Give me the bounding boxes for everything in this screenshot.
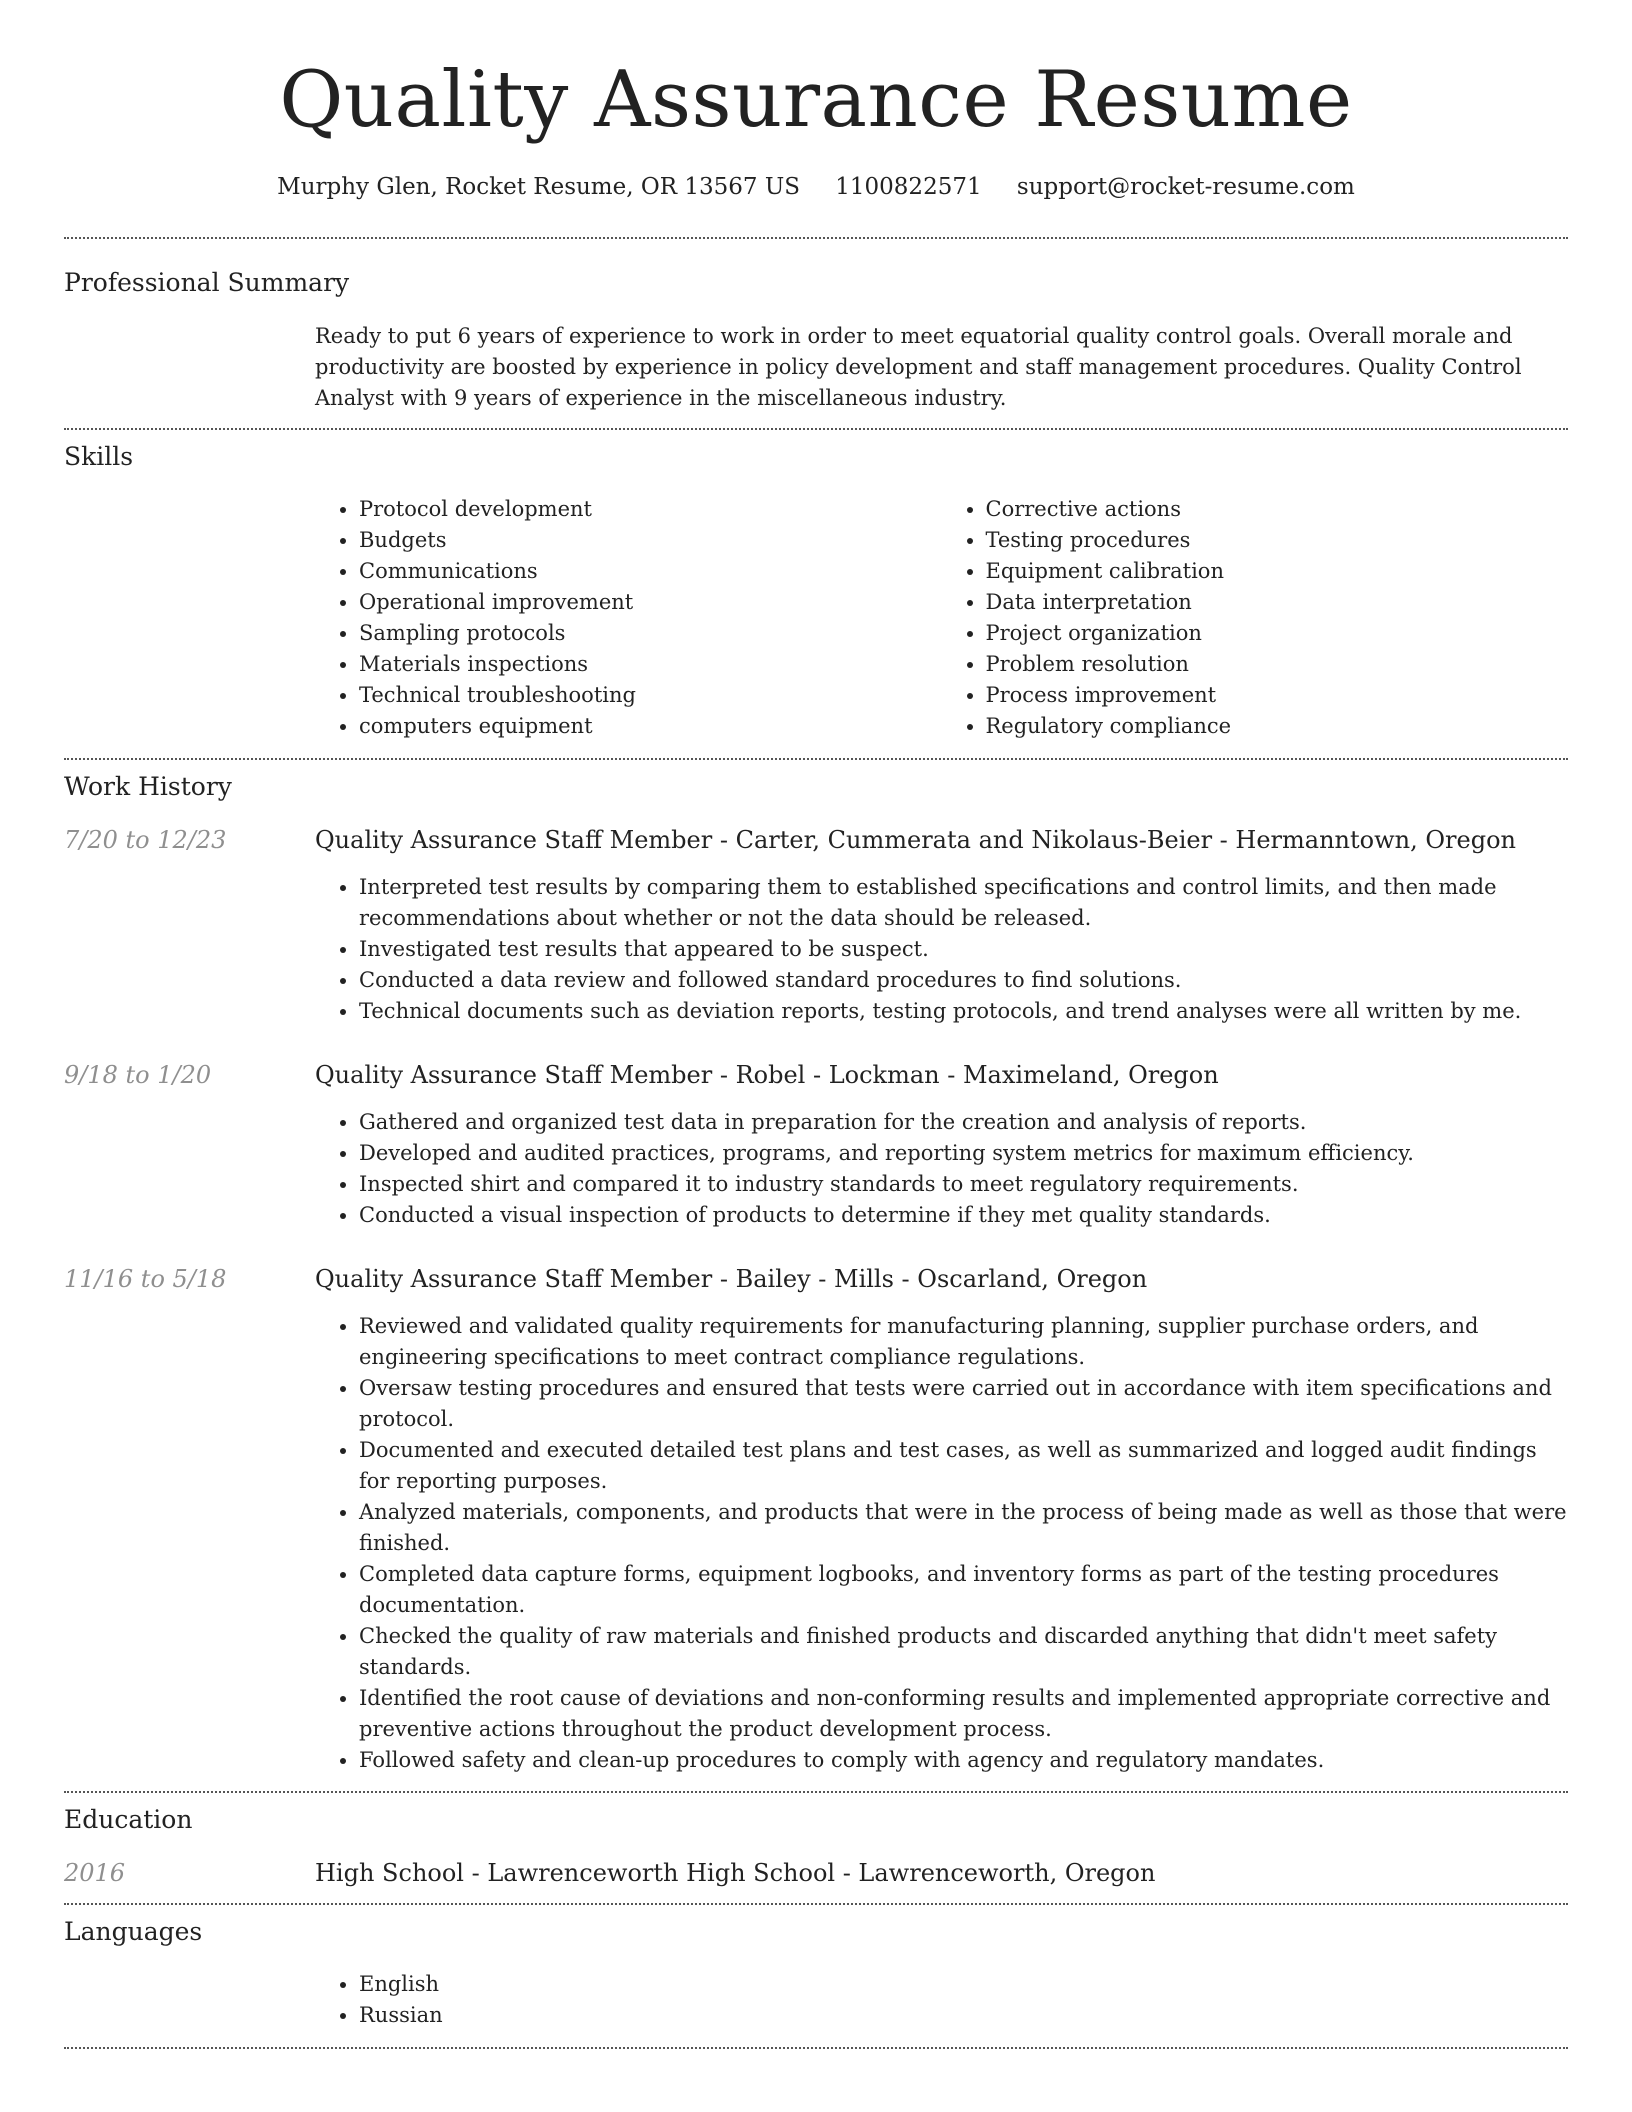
languages-list: [315, 1969, 1568, 2031]
skill-item: • Testing procedures: [986, 525, 1569, 556]
section-education: [64, 1793, 1568, 1889]
section-heading-languages: Languages: [64, 1917, 203, 1946]
education-entry: [64, 1857, 1568, 1889]
language-item: • English: [359, 1969, 1568, 2000]
skill-item: • Sampling protocols: [359, 618, 942, 649]
job-dates: 11/16 to 5/18: [64, 1265, 227, 1293]
skills-columns: [315, 494, 1568, 742]
resume-page: [64, 0, 1568, 2049]
skill-item: • Equipment calibration: [986, 556, 1569, 587]
skill-item: • computers equipment: [359, 711, 942, 742]
skill-item: • Technical troubleshooting: [359, 680, 942, 711]
skill-item: • Protocol development: [359, 494, 942, 525]
skill-item: • Budgets: [359, 525, 942, 556]
job-header: [64, 1059, 1568, 1091]
section-summary: [64, 239, 1568, 414]
job-entry: [64, 1263, 1568, 1776]
job-bullets: [315, 1311, 1568, 1776]
job-bullets: [315, 1107, 1568, 1231]
job-bullet: • Reviewed and validated quality requirements for manufacturing planning, supplier purchase orders, and engineering specifications to meet contract compliance regulations.: [359, 1311, 1568, 1373]
job-bullet: • Gathered and organized test data in preparation for the creation and analysis of reports.: [359, 1107, 1568, 1138]
skills-list-right: [942, 494, 1569, 742]
section-work-history: [64, 760, 1568, 1776]
skill-item: • Regulatory compliance: [986, 711, 1569, 742]
skill-item: • Operational improvement: [359, 587, 942, 618]
job-dates: 7/20 to 12/23: [64, 826, 227, 854]
skill-item: • Data interpretation: [986, 587, 1569, 618]
job-bullet: • Conducted a visual inspection of products to determine if they met quality standards.: [359, 1200, 1568, 1231]
skill-item: • Problem resolution: [986, 649, 1569, 680]
section-heading-education: Education: [64, 1805, 193, 1834]
job-entry: [64, 1059, 1568, 1231]
job-bullet: • Analyzed materials, components, and products that were in the process of being made as well as those that were finished.: [359, 1497, 1568, 1559]
job-bullet: • Checked the quality of raw materials and finished products and discarded anything that didn't meet safety standards.: [359, 1621, 1568, 1683]
job-header: [64, 824, 1568, 856]
skill-item: • Communications: [359, 556, 942, 587]
job-bullet: • Identified the root cause of deviations and non-conforming results and implemented appropriate corrective and preventive actions throughout the product development process.: [359, 1683, 1568, 1745]
education-year: 2016: [64, 1859, 126, 1887]
job-bullet: • Oversaw testing procedures and ensured that tests were carried out in accordance with item specifications and protocol.: [359, 1373, 1568, 1435]
section-heading-summary: Professional Summary: [64, 268, 350, 297]
job-bullet: • Inspected shirt and compared it to industry standards to meet regulatory requirements.: [359, 1169, 1568, 1200]
job-header: [64, 1263, 1568, 1295]
job-bullet: • Conducted a data review and followed standard procedures to find solutions.: [359, 965, 1568, 996]
contact-address: Murphy Glen, Rocket Resume, OR 13567 US: [277, 174, 800, 200]
job-bullet: • Documented and executed detailed test plans and test cases, as well as summarized and logged audit findings for reporting purposes.: [359, 1435, 1568, 1497]
contact-line: [64, 172, 1568, 202]
job-bullets: [315, 872, 1568, 1027]
job-bullet: • Investigated test results that appeared to be suspect.: [359, 934, 1568, 965]
skill-item: • Materials inspections: [359, 649, 942, 680]
contact-phone: 1100822571: [835, 174, 982, 200]
section-heading-work: Work History: [64, 772, 232, 801]
skill-item: • Corrective actions: [986, 494, 1569, 525]
section-skills: [64, 430, 1568, 742]
education-title: High School - Lawrenceworth High School - Lawrenceworth, Oregon: [315, 1859, 1156, 1887]
job-bullet: • Completed data capture forms, equipment logbooks, and inventory forms as part of the testing procedures documentation.: [359, 1559, 1568, 1621]
job-title: Quality Assurance Staff Member - Bailey - Mills - Oscarland, Oregon: [315, 1265, 1148, 1293]
job-title: Quality Assurance Staff Member - Robel - Lockman - Maximeland, Oregon: [315, 1061, 1219, 1089]
contact-email: support@rocket-resume.com: [1016, 174, 1355, 200]
skill-item: • Process improvement: [986, 680, 1569, 711]
language-item: • Russian: [359, 2000, 1568, 2031]
summary-text: Ready to put 6 years of experience to work in order to meet equatorial quality control goals. Overall morale and productivity are boosted by experience in policy development and staff management procedures. Quality Control Analyst with 9 years of experience in the miscellaneous industry.: [315, 324, 1522, 410]
job-dates: 9/18 to 1/20: [64, 1061, 212, 1089]
skills-list-left: [315, 494, 942, 742]
resume-title: Quality Assurance Resume: [279, 55, 1353, 145]
skill-item: • Project organization: [986, 618, 1569, 649]
section-heading-skills: Skills: [64, 442, 134, 471]
job-bullet: • Technical documents such as deviation reports, testing protocols, and trend analyses were all written by me.: [359, 996, 1568, 1027]
job-bullet: • Followed safety and clean-up procedures to comply with agency and regulatory mandates.: [359, 1745, 1568, 1776]
divider: [64, 2047, 1568, 2049]
section-languages: [64, 1905, 1568, 2031]
job-title: Quality Assurance Staff Member - Carter, Cummerata and Nikolaus-Beier - Hermanntown, Oregon: [315, 826, 1516, 854]
job-bullet: • Developed and audited practices, programs, and reporting system metrics for maximum efficiency.: [359, 1138, 1568, 1169]
job-entry: [64, 824, 1568, 1027]
job-bullet: • Interpreted test results by comparing them to established specifications and control limits, and then made recommendations about whether or not the data should be released.: [359, 872, 1568, 934]
